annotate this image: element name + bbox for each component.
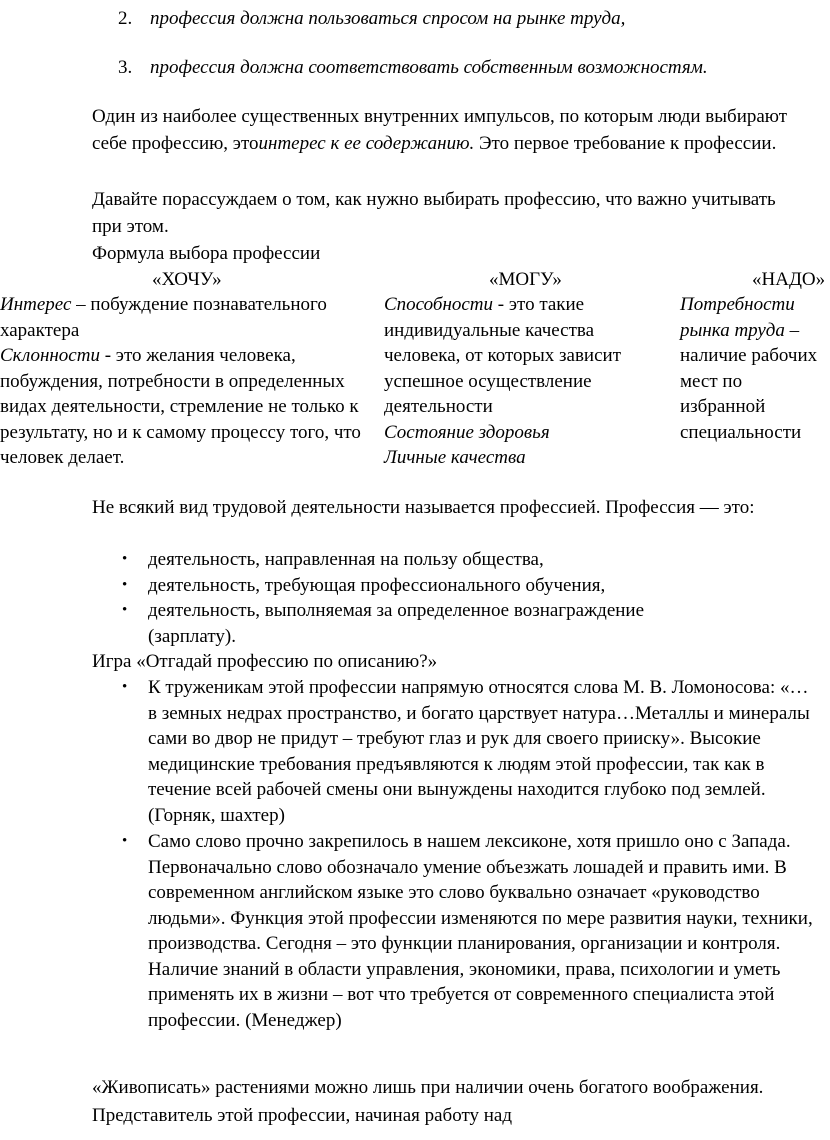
game-title: Игра «Отгадай профессию по описанию?» — [92, 651, 438, 672]
intro-paragraph — [92, 103, 804, 157]
numbered-item-2: профессия должна пользоваться спросом на рынке труда, — [150, 8, 626, 29]
personal-qualities-item: Личные качества — [384, 447, 526, 468]
formula-title: Формула выбора профессии — [92, 243, 321, 264]
game-riddle-list — [118, 675, 816, 1033]
inclination-definition — [0, 343, 378, 471]
list-item: • деятельность, выполняемая за определенное вознаграждение (зарплату). — [118, 598, 723, 649]
list-item: • деятельность, требующая профессионального обучения, — [118, 573, 723, 599]
interest-definition — [0, 292, 378, 343]
market-need-text: – наличие рабочих мест по избранной специальности — [680, 319, 818, 443]
intro-text-b: Это первое требование к профессии. — [474, 133, 777, 154]
numbered-item-3: профессия должна соответствовать собственным возможностям. — [150, 57, 708, 78]
ability-definition — [384, 292, 664, 420]
heading-can: «МОГУ» — [489, 269, 562, 290]
list-item: • Само слово прочно закрепилось в нашем лексиконе, хотя пришло оно с Запада. Первоначально слово обозначало умение объезжать лошадей и править ими. В современном английском языке это слово буквально означает «руководство людьми». Функция этой профессии изменяются по мере развития науки, техники, производства. Сегодня – это функции планирования, организации и контроля. Наличие знаний в области управления, экономики, права, психологии и уметь применять их в жизни – вот что требуется от современного специалиста этой профессии. (Менеджер) — [118, 829, 816, 1033]
market-need-term: Потребности рынка труда — [680, 294, 795, 341]
discussion-paragraph: Давайте порассуждаем о том, как нужно выбирать профессию, что важно учитывать при этом. — [92, 189, 776, 237]
list-item: • К труженикам этой профессии напрямую относятся слова М. В. Ломоносова: «…в земных недрах пространство, и богато царствует натура…Металлы и минералы сами во двор не придут – требуют глаз и рук для своего прииску». Высокие медицинские требования предъявляются к людям этой профессии, так как в течение всей рабочей смены они вынуждены находится глубоко под землей. (Горняк, шахтер) — [118, 675, 816, 828]
column-can — [384, 292, 664, 471]
heading-want: «ХОЧУ» — [152, 269, 222, 290]
interest-text: – побуждение познавательного характера — [0, 294, 327, 341]
intro-text-a: Один из наиболее существенных внутренних импульсов, по которым люди выбирают себе профессию, это — [92, 106, 788, 154]
profession-intro: Не всякий вид трудовой деятельности называется профессией. Профессия — это: — [92, 497, 755, 518]
inclination-text: - это желания человека, побуждения, потребности в определенных видах деятельности, стремление не только к результату, но и к самому процессу того, что человек делает. — [0, 345, 361, 468]
ability-term: Способности — [384, 294, 494, 315]
closing-paragraph: «Живописать» растениями можно лишь при наличии очень богатого воображения. Представитель этой профессии, начиная работу над — [92, 1077, 764, 1126]
ability-text: - это такие индивидуальные качества человека, от которых зависит успешное осуществление деятельности — [384, 294, 622, 417]
market-need-definition — [680, 292, 830, 445]
list-item: • деятельность, направленная на пользу общества, — [118, 547, 723, 573]
intro-emphasis: интерес к ее содержанию. — [258, 133, 475, 154]
interest-term: Интерес — [0, 294, 72, 315]
inclination-term: Склонности — [0, 345, 100, 366]
column-want — [0, 292, 378, 471]
profession-criteria-list — [118, 547, 723, 649]
heading-need: «НАДО» — [752, 269, 826, 290]
column-need — [680, 292, 830, 445]
health-item: Состояние здоровья — [384, 421, 550, 443]
list-number-3: 3. — [118, 57, 133, 78]
list-number-2: 2. — [118, 8, 133, 29]
